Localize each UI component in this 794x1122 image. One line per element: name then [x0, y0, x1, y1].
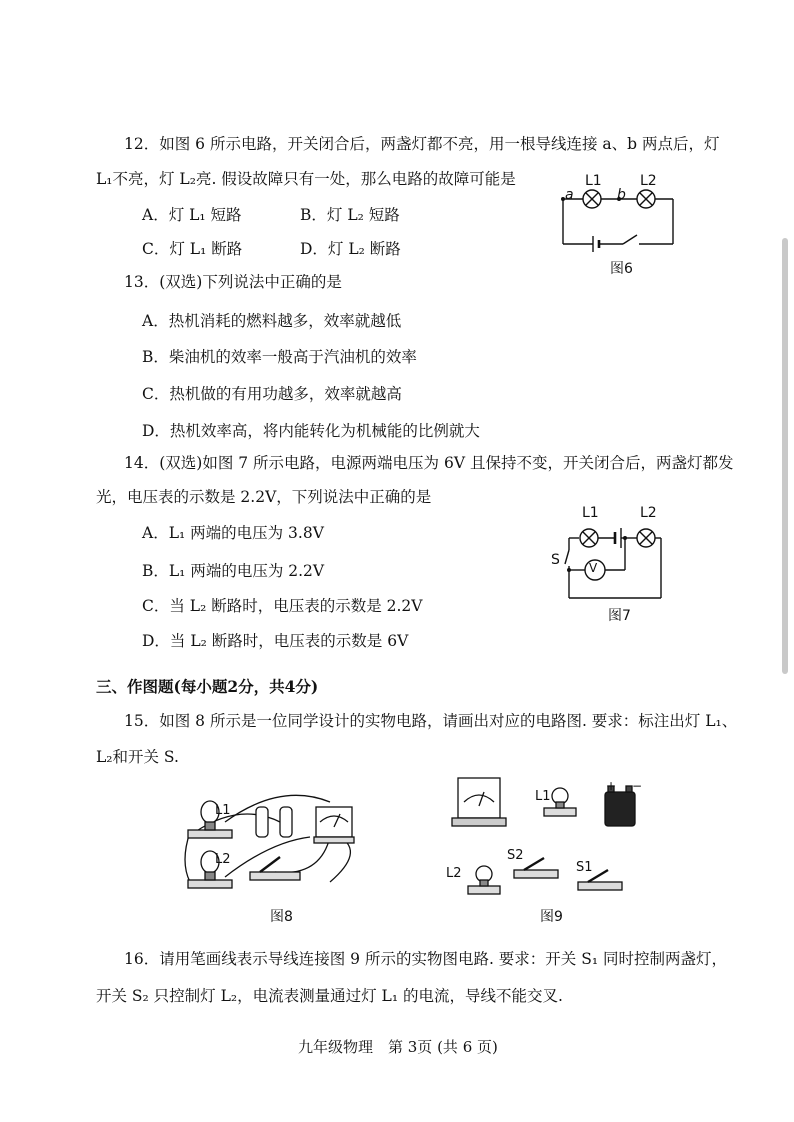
fig9-label-l1: L1	[535, 789, 551, 804]
fig6-caption: 图6	[610, 261, 633, 277]
fig7-label-s: S	[551, 552, 560, 568]
q15-line2: L₂和开关 S.	[96, 748, 179, 766]
q13-option-d: D．热机效率高，将内能转化为机械能的比例就大	[142, 422, 480, 440]
fig7-label-l2: L2	[640, 505, 657, 521]
q12-option-d: D．灯 L₂ 断路	[300, 240, 401, 258]
q14-option-c: C．当 L₂ 断路时，电压表的示数是 2.2V	[142, 597, 423, 615]
q15-line1: 15．如图 8 所示是一位同学设计的实物电路，请画出对应的电路图. 要求：标注出灯 L₁、	[124, 712, 738, 730]
fig8-label-l1: L1	[215, 803, 231, 818]
figure-7-circuit	[565, 520, 675, 600]
q13-option-a: A．热机消耗的燃料越多，效率就越低	[142, 312, 402, 330]
fig7-caption: 图7	[608, 608, 631, 624]
q14-option-b: B．L₁ 两端的电压为 2.2V	[142, 562, 325, 580]
q14-option-d: D．当 L₂ 断路时，电压表的示数是 6V	[142, 632, 409, 650]
fig9-caption: 图9	[540, 909, 563, 925]
fig8-caption: 图8	[270, 909, 293, 925]
fig7-voltmeter-label: V	[589, 561, 598, 575]
q13-line1: 13．(双选)下列说法中正确的是	[124, 273, 342, 291]
q16-line2: 开关 S₂ 只控制灯 L₂，电流表测量通过灯 L₁ 的电流，导线不能交叉.	[96, 987, 563, 1005]
figure-6-circuit	[555, 172, 685, 252]
fig9-label-plus: +	[606, 779, 617, 793]
fig6-label-l1: L1	[585, 173, 602, 189]
fig9-label-minus: −	[632, 779, 643, 793]
q12-option-a: A．灯 L₁ 短路	[142, 206, 242, 224]
fig9-label-l2: L2	[446, 866, 462, 881]
q14-option-a: A．L₁ 两端的电压为 3.8V	[142, 524, 324, 542]
q12-line1: 12．如图 6 所示电路，开关闭合后，两盏灯都不亮，用一根导线连接 a、b 两点后，灯	[124, 135, 720, 153]
fig9-label-s1: S1	[576, 860, 593, 875]
q12-line2: L₁不亮，灯 L₂亮. 假设故障只有一处，那么电路的故障可能是	[96, 170, 516, 188]
q12-option-b: B．灯 L₂ 短路	[300, 206, 400, 224]
fig6-label-b: b	[617, 187, 626, 203]
fig7-label-l1: L1	[582, 505, 599, 521]
q12-option-c: C．灯 L₁ 断路	[142, 240, 243, 258]
fig6-label-l2: L2	[640, 173, 657, 189]
figure-8-physical-circuit	[180, 782, 370, 892]
section-3-heading: 三、作图题(每小题2分，共4分)	[96, 677, 319, 696]
q14-line2: 光，电压表的示数是 2.2V，下列说法中正确的是	[96, 488, 432, 506]
fig9-label-s2: S2	[507, 848, 524, 863]
page-footer: 九年级物理 第 3页 (共 6 页)	[298, 1038, 498, 1056]
fig6-label-a: a	[565, 187, 574, 203]
vertical-scrollbar[interactable]	[782, 238, 788, 674]
q13-option-c: C．热机做的有用功越多，效率就越高	[142, 385, 402, 403]
q16-line1: 16．请用笔画线表示导线连接图 9 所示的实物图电路. 要求：开关 S₁ 同时控制两盏灯，	[124, 950, 727, 968]
q13-option-b: B．柴油机的效率一般高于汽油机的效率	[142, 348, 417, 366]
fig8-label-l2: L2	[215, 852, 231, 867]
q14-line1: 14．(双选)如图 7 所示电路，电源两端电压为 6V 且保持不变，开关闭合后，两盏灯都发	[124, 454, 734, 472]
